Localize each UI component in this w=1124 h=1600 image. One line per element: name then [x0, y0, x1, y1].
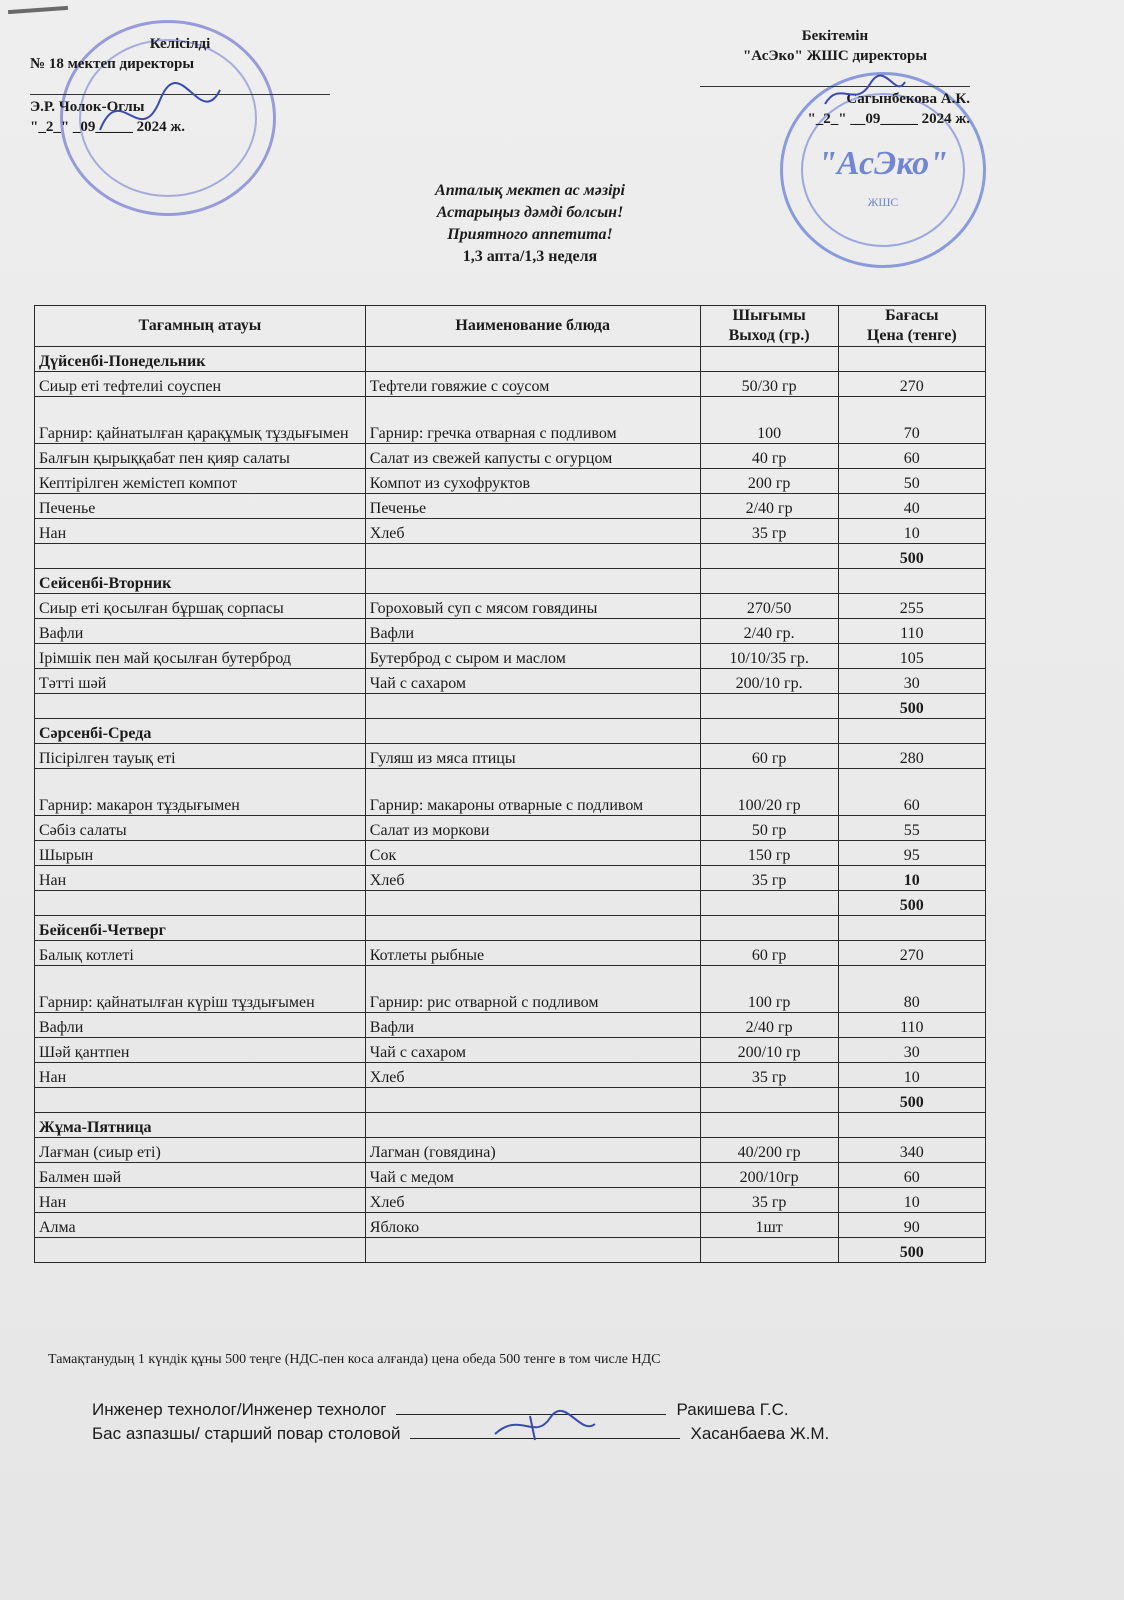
empty-cell	[365, 916, 700, 941]
title-line-3: Приятного аппетита!	[447, 226, 613, 243]
table-row	[35, 444, 986, 469]
approval-left-position: № 18 мектеп директоры	[30, 56, 195, 72]
header-price-kz: Бағасы	[838, 306, 985, 327]
dish-output: 100/20 гр	[700, 769, 838, 816]
dish-output: 200 гр	[700, 469, 838, 494]
empty-cell	[365, 719, 700, 744]
empty-cell	[700, 891, 838, 916]
dish-name-kz: Балық котлеті	[35, 941, 366, 966]
dish-output: 2/40 гр	[700, 494, 838, 519]
table-row	[35, 1038, 986, 1063]
dish-output: 40 гр	[700, 444, 838, 469]
dish-price: 110	[838, 1013, 985, 1038]
empty-cell	[35, 1238, 366, 1263]
stamp-company-name: "АсЭко"	[817, 145, 949, 182]
dish-price: 105	[838, 644, 985, 669]
dish-name-ru: Гарнир: макароны отварные с подливом	[365, 769, 700, 816]
dish-name-kz: Лағман (сиыр еті)	[35, 1138, 366, 1163]
empty-cell	[365, 544, 700, 569]
header-price-ru: Цена (тенге)	[838, 326, 985, 347]
dish-output: 200/10 гр.	[700, 669, 838, 694]
day-name-cell: Жұма-Пятница	[35, 1113, 366, 1138]
dish-name-ru: Чай с сахаром	[365, 1038, 700, 1063]
dish-price: 340	[838, 1138, 985, 1163]
dish-output: 50 гр	[700, 816, 838, 841]
table-row	[35, 519, 986, 544]
approval-left-name: Э.Р. Чолок-Оглы	[30, 99, 145, 115]
header-output-ru: Выход (гр.)	[700, 326, 838, 347]
table-row	[35, 594, 986, 619]
dish-name-ru: Сок	[365, 841, 700, 866]
dish-name-ru: Вафли	[365, 619, 700, 644]
total-row	[35, 1238, 986, 1263]
dish-price: 10	[838, 866, 985, 891]
empty-cell	[700, 347, 838, 372]
dish-name-ru: Салат из моркови	[365, 816, 700, 841]
dish-name-kz: Балмен шәй	[35, 1163, 366, 1188]
signature-role: Инженер технолог/Инженер технолог	[92, 1400, 387, 1419]
empty-cell	[700, 569, 838, 594]
signature-name: Ракишева Г.С.	[676, 1400, 789, 1419]
dish-output: 60 гр	[700, 941, 838, 966]
empty-cell	[365, 569, 700, 594]
table-header-row	[35, 306, 986, 327]
table-row	[35, 1013, 986, 1038]
dish-output: 200/10 гр	[700, 1038, 838, 1063]
empty-cell	[35, 891, 366, 916]
table-row	[35, 769, 986, 816]
dish-price: 270	[838, 941, 985, 966]
dish-name-ru: Тефтели говяжие с соусом	[365, 372, 700, 397]
dish-name-ru: Компот из сухофруктов	[365, 469, 700, 494]
dish-output: 50/30 гр	[700, 372, 838, 397]
dish-name-kz: Шәй қантпен	[35, 1038, 366, 1063]
dish-name-kz: Гарнир: қайнатылған күріш тұздығымен	[35, 966, 366, 1013]
dish-name-ru: Хлеб	[365, 866, 700, 891]
dish-output: 200/10гр	[700, 1163, 838, 1188]
header-output-kz: Шығымы	[700, 306, 838, 327]
dish-name-kz: Гарнир: макарон тұздығымен	[35, 769, 366, 816]
table-row	[35, 469, 986, 494]
empty-cell	[838, 347, 985, 372]
dish-name-kz: Нан	[35, 1188, 366, 1213]
dish-price: 60	[838, 444, 985, 469]
stamp-company-type: ЖШС	[867, 195, 899, 209]
dish-output: 270/50	[700, 594, 838, 619]
total-row	[35, 694, 986, 719]
table-row	[35, 1063, 986, 1088]
dish-output: 2/40 гр	[700, 1013, 838, 1038]
dish-name-ru: Хлеб	[365, 1063, 700, 1088]
dish-price: 90	[838, 1213, 985, 1238]
dish-name-ru: Лагман (говядина)	[365, 1138, 700, 1163]
director-signature	[90, 70, 230, 160]
dish-output: 1шт	[700, 1213, 838, 1238]
empty-cell	[365, 694, 700, 719]
table-row	[35, 494, 986, 519]
total-row	[35, 544, 986, 569]
empty-cell	[365, 347, 700, 372]
dish-name-kz: Печенье	[35, 494, 366, 519]
empty-cell	[700, 1238, 838, 1263]
empty-cell	[838, 719, 985, 744]
dish-price: 10	[838, 1063, 985, 1088]
dish-name-ru: Гарнир: рис отварной с подливом	[365, 966, 700, 1013]
dish-name-kz: Нан	[35, 1063, 366, 1088]
dish-price: 30	[838, 669, 985, 694]
empty-cell	[838, 1113, 985, 1138]
dish-output: 10/10/35 гр.	[700, 644, 838, 669]
table-row	[35, 1163, 986, 1188]
approval-right-position: "АсЭко" ЖШС директоры	[742, 48, 928, 64]
approval-right-name: Сагынбекова А.К.	[846, 91, 970, 107]
day-row	[35, 916, 986, 941]
table-row	[35, 1138, 986, 1163]
menu-table	[34, 305, 986, 1263]
dish-name-kz: Вафли	[35, 1013, 366, 1038]
dish-output: 150 гр	[700, 841, 838, 866]
corner-mark	[8, 6, 68, 14]
dish-name-kz: Сәбіз салаты	[35, 816, 366, 841]
dish-output: 100 гр	[700, 966, 838, 1013]
day-row	[35, 719, 986, 744]
daily-total-cell: 500	[838, 694, 985, 719]
dish-name-kz: Гарнир: қайнатылған қарақұмық тұздығымен	[35, 397, 366, 444]
signature-row-technologist	[92, 1400, 789, 1420]
empty-cell	[700, 694, 838, 719]
dish-output: 35 гр	[700, 866, 838, 891]
dish-name-kz: Алма	[35, 1213, 366, 1238]
table-row	[35, 397, 986, 444]
title-line-2: Астарыңыз дәмді болсын!	[436, 204, 624, 221]
table-row	[35, 841, 986, 866]
dish-price: 55	[838, 816, 985, 841]
dish-name-ru: Яблоко	[365, 1213, 700, 1238]
table-row	[35, 669, 986, 694]
empty-cell	[365, 1113, 700, 1138]
cook-signature	[490, 1406, 600, 1446]
dish-name-kz: Балғын қырыққабат пен қияр салаты	[35, 444, 366, 469]
dish-price: 255	[838, 594, 985, 619]
dish-name-ru: Гарнир: гречка отварная с подливом	[365, 397, 700, 444]
day-row	[35, 569, 986, 594]
table-row	[35, 941, 986, 966]
day-row	[35, 1113, 986, 1138]
dish-name-ru: Салат из свежей капусты с огурцом	[365, 444, 700, 469]
dish-price: 110	[838, 619, 985, 644]
title-line-4: 1,3 апта/1,3 неделя	[462, 248, 598, 265]
dish-name-kz: Кептірілген жемістеп компот	[35, 469, 366, 494]
daily-total-cell: 500	[838, 1238, 985, 1263]
empty-cell	[365, 891, 700, 916]
dish-name-kz: Сиыр еті тефтелиі соуспен	[35, 372, 366, 397]
signature-role: Бас азпазшы/ старший повар столовой	[92, 1424, 401, 1443]
empty-cell	[700, 916, 838, 941]
dish-name-kz: Вафли	[35, 619, 366, 644]
dish-name-kz: Сиыр еті қосылған бұршақ сорпасы	[35, 594, 366, 619]
dish-output: 35 гр	[700, 1063, 838, 1088]
approval-right-date: "_2_" __09_____ 2024 ж.	[807, 111, 970, 127]
approval-right-title: Бекітемін	[801, 28, 869, 44]
dish-name-kz: Ірімшік пен май қосылған бутерброд	[35, 644, 366, 669]
menu-title	[330, 180, 730, 268]
dish-output: 100	[700, 397, 838, 444]
approval-left-date: "_2_" _09_____ 2024 ж.	[30, 119, 186, 135]
dish-price: 60	[838, 1163, 985, 1188]
total-row	[35, 1088, 986, 1113]
table-row	[35, 644, 986, 669]
price-footnote: Тамақтанудың 1 күндік құны 500 теңге (НДС-пен коса алғанда) цена обеда 500 тенге в том числе НДС	[48, 1352, 661, 1367]
approval-left-title: Келісілді	[149, 36, 211, 52]
dish-price: 50	[838, 469, 985, 494]
dish-name-kz: Пісірілген тауық еті	[35, 744, 366, 769]
dish-name-kz: Нан	[35, 866, 366, 891]
dish-name-ru: Хлеб	[365, 519, 700, 544]
table-row	[35, 966, 986, 1013]
empty-cell	[838, 569, 985, 594]
empty-cell	[838, 916, 985, 941]
daily-total-cell: 500	[838, 544, 985, 569]
signature-row-cook	[92, 1424, 829, 1444]
dish-price: 60	[838, 769, 985, 816]
empty-cell	[700, 719, 838, 744]
table-row	[35, 1188, 986, 1213]
dish-name-ru: Бутерброд с сыром и маслом	[365, 644, 700, 669]
empty-cell	[700, 1088, 838, 1113]
table-row	[35, 372, 986, 397]
day-row	[35, 347, 986, 372]
signature-name: Хасанбаева Ж.М.	[690, 1424, 830, 1443]
dish-price: 270	[838, 372, 985, 397]
dish-price: 30	[838, 1038, 985, 1063]
daily-total-cell: 500	[838, 1088, 985, 1113]
header-dish-ru: Наименование блюда	[365, 306, 700, 347]
dish-name-ru: Гуляш из мяса птицы	[365, 744, 700, 769]
dish-output: 35 гр	[700, 519, 838, 544]
dish-output: 40/200 гр	[700, 1138, 838, 1163]
dish-price: 10	[838, 1188, 985, 1213]
dish-name-ru: Гороховый суп с мясом говядины	[365, 594, 700, 619]
dish-price: 280	[838, 744, 985, 769]
day-name-cell: Бейсенбі-Четверг	[35, 916, 366, 941]
dish-name-ru: Чай с медом	[365, 1163, 700, 1188]
day-name-cell: Сәрсенбі-Среда	[35, 719, 366, 744]
title-line-1: Апталық мектеп ас мәзірі	[435, 182, 625, 199]
dish-price: 10	[838, 519, 985, 544]
empty-cell	[35, 694, 366, 719]
dish-name-kz: Нан	[35, 519, 366, 544]
table-row	[35, 744, 986, 769]
daily-total-cell: 500	[838, 891, 985, 916]
dish-name-kz: Тәтті шәй	[35, 669, 366, 694]
table-row	[35, 866, 986, 891]
table-row	[35, 619, 986, 644]
dish-price: 80	[838, 966, 985, 1013]
table-row	[35, 1213, 986, 1238]
dish-name-ru: Хлеб	[365, 1188, 700, 1213]
dish-output: 2/40 гр.	[700, 619, 838, 644]
empty-cell	[700, 544, 838, 569]
empty-cell	[365, 1088, 700, 1113]
empty-cell	[365, 1238, 700, 1263]
company-director-signature	[820, 74, 910, 114]
table-row	[35, 816, 986, 841]
dish-output: 35 гр	[700, 1188, 838, 1213]
dish-name-ru: Котлеты рыбные	[365, 941, 700, 966]
dish-price: 40	[838, 494, 985, 519]
dish-name-ru: Чай с сахаром	[365, 669, 700, 694]
empty-cell	[35, 1088, 366, 1113]
dish-price: 95	[838, 841, 985, 866]
empty-cell	[700, 1113, 838, 1138]
day-name-cell: Сейсенбі-Вторник	[35, 569, 366, 594]
dish-name-ru: Печенье	[365, 494, 700, 519]
dish-price: 70	[838, 397, 985, 444]
dish-name-kz: Шырын	[35, 841, 366, 866]
header-dish-kz: Тағамның атауы	[35, 306, 366, 347]
total-row	[35, 891, 986, 916]
empty-cell	[35, 544, 366, 569]
dish-output: 60 гр	[700, 744, 838, 769]
day-name-cell: Дүйсенбі-Понедельник	[35, 347, 366, 372]
dish-name-ru: Вафли	[365, 1013, 700, 1038]
